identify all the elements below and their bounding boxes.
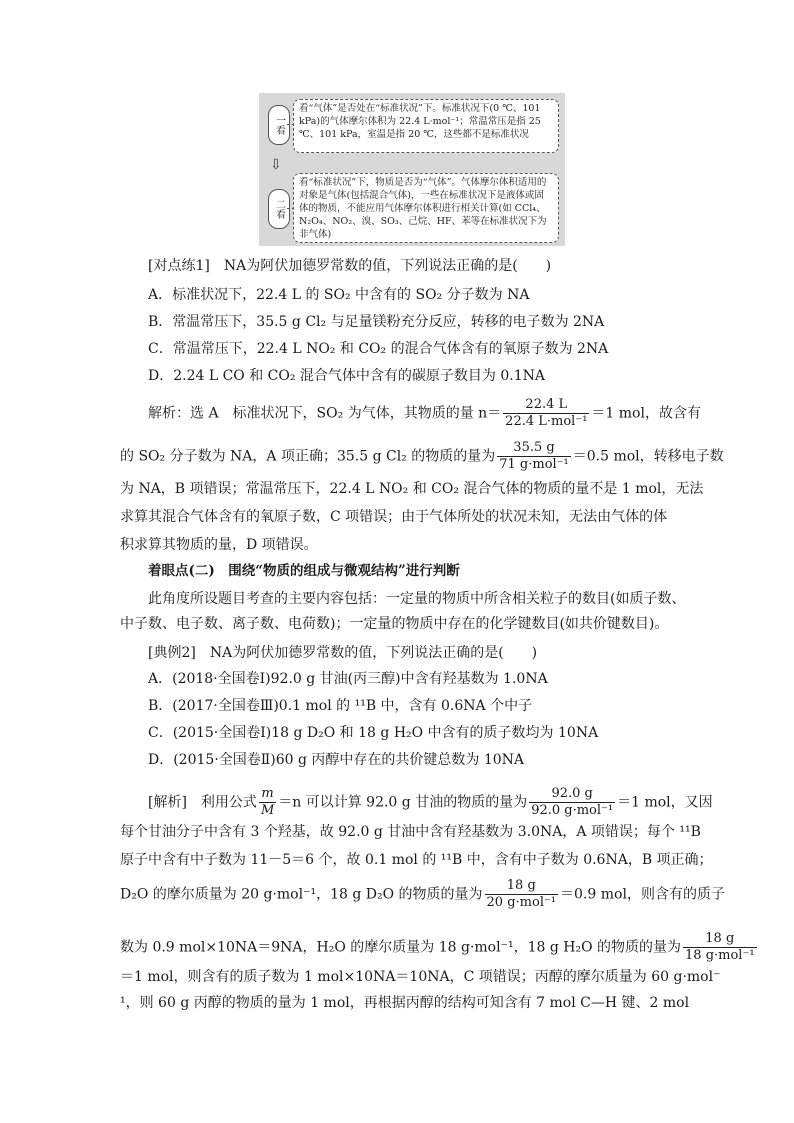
fraction-denominator: M <box>260 803 275 818</box>
fraction-denominator: 20 g·mol⁻¹ <box>486 895 557 910</box>
fraction <box>485 878 559 911</box>
analysis1-text: ＝0.5 mol，转移电子数 <box>572 448 724 465</box>
analysis1-line2 <box>120 440 724 473</box>
point2-paragraph-line2: 中子数、电子数、离子数、电荷数)；一定量的物质中存在的化学键数目(如共价键数目)。 <box>120 616 669 632</box>
analysis1-text: 解析：选 A 标准状况下，SO₂ 为气体，其物质的量 n＝ <box>148 405 502 422</box>
analysis2-line1 <box>148 786 713 819</box>
example2-option-d: D．(2015·全国卷Ⅱ)60 g 丙醇中存在的共价键总数为 10NA <box>148 752 525 768</box>
analysis1-line3: 为 NA，B 项错误；常温常压下，22.4 L NO₂ 和 CO₂ 混合气体的物质的量不是 1 mol，无法 <box>120 481 704 497</box>
analysis2-text: ＝0.9 mol，则含有的质子 <box>560 886 725 903</box>
fraction-numerator: 22.4 L <box>503 397 589 414</box>
analysis2-text: ＝1 mol，又因 <box>617 794 713 811</box>
example2-title: [典例2] NA为阿伏加德罗常数的值，下列说法正确的是( ) <box>148 645 538 661</box>
down-arrow-icon: ⇩ <box>270 157 282 173</box>
exercise1-option-a: A．标准状况下，22.4 L 的 SO₂ 中含有的 SO₂ 分子数为 NA <box>148 287 530 303</box>
exercise1-title: [对点练1] NA为阿伏加德罗常数的值，下列说法正确的是( ) <box>148 258 552 274</box>
analysis2-line5 <box>120 931 759 964</box>
step2-badge: 二看 <box>268 189 290 229</box>
fraction-numerator: m <box>259 786 276 803</box>
flow-figure <box>259 93 565 246</box>
fraction-denominator: 71 g·mol⁻¹ <box>499 457 569 472</box>
fraction-denominator: 92.0 g·mol⁻¹ <box>531 803 614 818</box>
exercise1-option-c: C．常温常压下，22.4 L NO₂ 和 CO₂ 的混合气体含有的氧原子数为 2NA <box>148 341 609 357</box>
analysis1-line4: 求算其混合气体含有的氧原子数，C 项错误；由于气体所处的状况未知，无法由气体的体 <box>120 509 668 525</box>
fraction <box>529 786 615 819</box>
fraction <box>259 786 276 819</box>
analysis2-text: 数为 0.9 mol×10NA＝9NA，H₂O 的摩尔质量为 18 g·mol⁻¹，18 g H₂O 的物质的量为 <box>120 939 682 956</box>
note-gas-state: 看“标准状况”下，物质是否为“气体”。气体摩尔体积适用的对象是气体(包括混合气体)，一些在标准状况下是液体或固体的物质，不能应用气体摩尔体积进行相关计算(如 CCl₄、N₂O₄、NO₂、溴、SO₃、己烷、HF、苯等在标准状况下为非气体) <box>293 173 559 243</box>
example2-option-c: C．(2015·全国卷Ⅰ)18 g D₂O 和 18 g H₂O 中含有的质子数均为 10NA <box>148 725 599 741</box>
note-standard-condition: 看“气体”是否处在“标准状况”下。标准状况下(0 ℃、101 kPa)的气体摩尔体积为 22.4 L·mol⁻¹；常温常压是指 25 ℃、101 kPa，室温是指 20 ℃，这些都不是标准状况 <box>293 99 559 153</box>
fraction-denominator: 22.4 L·mol⁻¹ <box>505 414 588 429</box>
fraction <box>497 440 571 473</box>
analysis1-line1 <box>148 397 701 430</box>
step1-badge: 一看 <box>268 105 290 145</box>
analysis2-text: [解析] 利用公式 <box>148 794 257 811</box>
fraction-numerator: 18 g <box>683 931 757 948</box>
analysis2-line3: 原子中含有中子数为 11－5＝6 个，故 0.1 mol 的 ¹¹B 中，含有中子数为 0.6NA，B 项正确； <box>120 852 713 868</box>
example2-option-a: A．(2018·全国卷Ⅰ)92.0 g 甘油(丙三醇)中含有羟基数为 1.0NA <box>148 671 548 687</box>
fraction <box>683 931 757 964</box>
analysis1-text: 的 SO₂ 分子数为 NA，A 项正确；35.5 g Cl₂ 的物质的量为 <box>120 448 496 465</box>
analysis2-line6: ＝1 mol，则含有的质子数为 1 mol×10NA＝10NA，C 项错误；丙醇的摩尔质量为 60 g·mol⁻ <box>120 969 721 985</box>
analysis2-text: ＝n 可以计算 92.0 g 甘油的物质的量为 <box>278 794 528 811</box>
point2-heading: 着眼点(二) 围绕“物质的组成与微观结构”进行判断 <box>148 563 460 579</box>
fraction-numerator: 18 g <box>485 878 559 895</box>
analysis2-line4 <box>120 878 725 911</box>
example2-option-b: B．(2017·全国卷Ⅲ)0.1 mol 的 ¹¹B 中，含有 0.6NA 个中子 <box>148 698 533 714</box>
analysis1-text: ＝1 mol，故含有 <box>591 405 701 422</box>
exercise1-option-d: D．2.24 L CO 和 CO₂ 混合气体中含有的碳原子数目为 0.1NA <box>148 368 546 384</box>
fraction <box>503 397 589 430</box>
analysis1-line5: 积求算其物质的量，D 项错误。 <box>120 537 318 553</box>
analysis2-text: D₂O 的摩尔质量为 20 g·mol⁻¹，18 g D₂O 的物质的量为 <box>120 886 483 903</box>
fraction-denominator: 18 g·mol⁻¹ <box>685 948 755 963</box>
analysis2-line7: ¹，则 60 g 丙醇的物质的量为 1 mol，再根据丙醇的结构可知含有 7 mol C—H 键、2 mol <box>120 995 690 1011</box>
analysis2-line2: 每个甘油分子中含有 3 个羟基，故 92.0 g 甘油中含有羟基数为 3.0NA，A 项错误；每个 ¹¹B <box>120 824 701 840</box>
fraction-numerator: 92.0 g <box>529 786 615 803</box>
exercise1-option-b: B．常温常压下，35.5 g Cl₂ 与足量镁粉充分反应，转移的电子数为 2NA <box>148 314 605 330</box>
fraction-numerator: 35.5 g <box>497 440 571 457</box>
point2-paragraph-line1: 此角度所设题目考查的主要内容包括：一定量的物质中所含相关粒子的数目(如质子数、 <box>148 591 686 607</box>
